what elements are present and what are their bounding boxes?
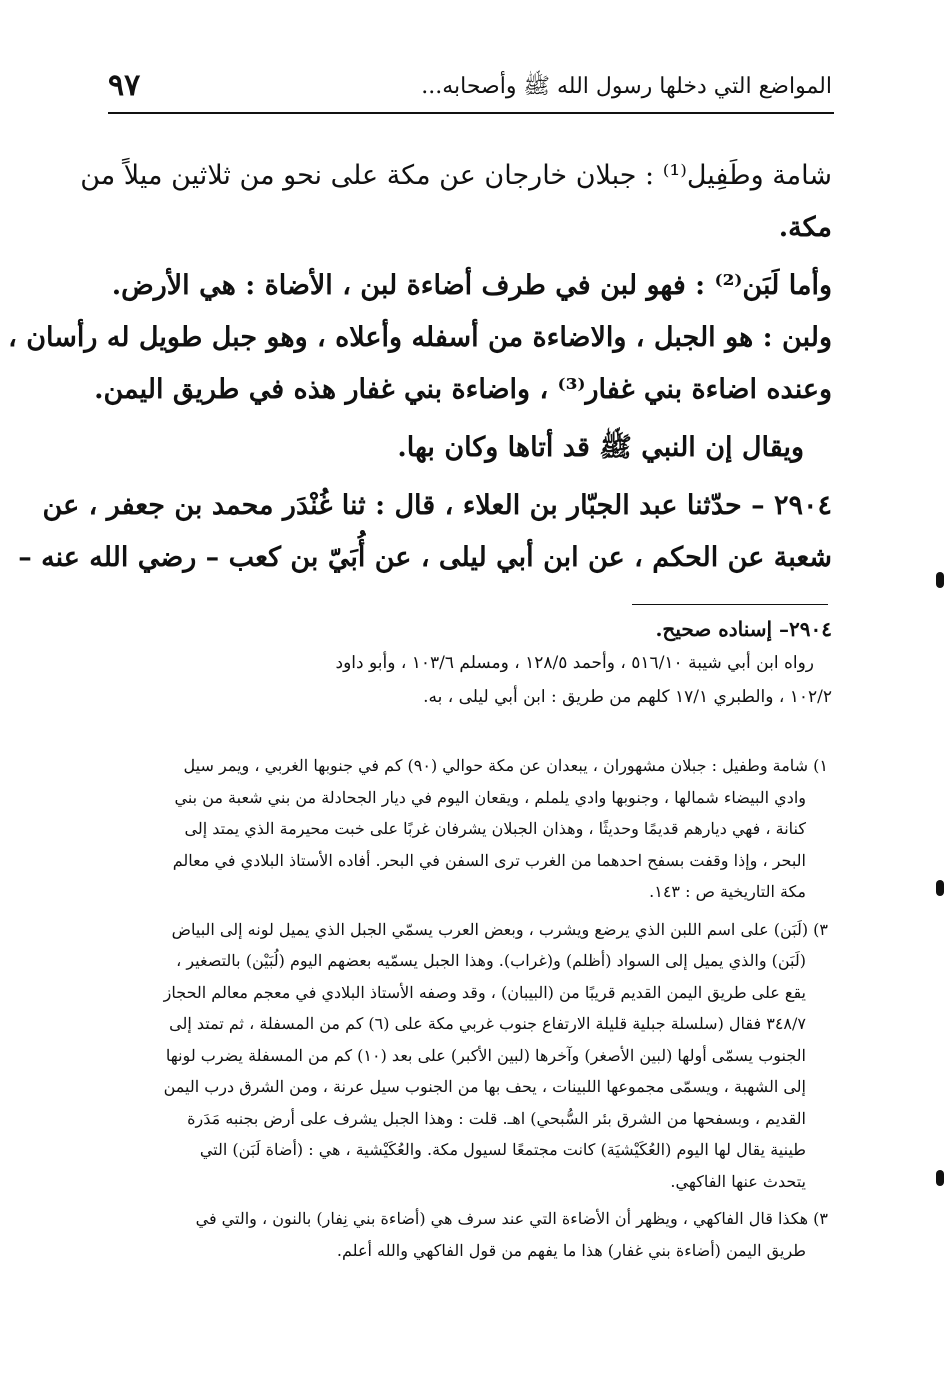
note-line: يقع على طريق اليمن القديم قريبًا من (البيبان) ، وقد وصفه الأستاذ البلادي في معجم معالم الحجاز	[163, 982, 806, 1002]
header-rule	[108, 112, 834, 114]
text-line: شعبة عن الحكم ، عن ابن أبي ليلى ، عن أُبَيّ بن كعب – رضي الله عنه –	[18, 542, 832, 573]
text-line: مكة.	[778, 212, 832, 243]
note-line: يتحدث عنها الفاكهي.	[670, 1171, 806, 1191]
text-line: ويقال إن النبي ﷺ قد أتاها وكان بها.	[397, 432, 804, 463]
note-line: مكة التاريخية ص : ١٤٣.	[649, 882, 806, 901]
footnote-rule	[632, 604, 828, 605]
note-laban	[112, 914, 828, 1198]
note-line: البحر ، وإذا وقفت بسفح احدهما من الغرب ترى السفن في البحر. أفاده الأستاذ البلادي في معالم	[172, 850, 806, 870]
endnotes	[112, 750, 828, 1272]
paragraph-laban	[8, 260, 832, 416]
scan-mark	[936, 880, 944, 896]
footnote-heading: ٢٩٠٤– إسناده صحيح.	[655, 617, 832, 641]
note-line: ٣٤٨/٧ فقال (سلسلة جبلية قليلة الارتفاع جنوب غربي مكة على (٦) كم من المسفلة ، ثم تمتد إلى	[169, 1014, 806, 1033]
main-text	[8, 150, 832, 590]
note-line: الجنوب يسمّى أولها (لبين الأصغر) وآخرها (لبين الأكبر) على بعد (١٠) كم من المسفلة يضرب لونها	[165, 1045, 806, 1065]
note-line: القديم ، وبسفحها من الشرق بئر السُّبحي) اهـ. قلت : وهذا الجبل يشرف على أرض بجنبه مَدَرة	[187, 1108, 806, 1128]
note-shama-tufail	[112, 750, 828, 908]
paragraph-prophet-visit	[112, 422, 832, 474]
text-line: وأما لَبَن⁽²⁾ : فهو لبن في طرف أضاءة لبن ، الأضاة : هي الأرض.	[111, 270, 832, 301]
hadith-footnote	[112, 612, 832, 714]
paragraph-hadith-2904	[18, 480, 832, 584]
page-number: ٩٧	[108, 68, 141, 103]
text-line: شامة وطَفِيل⁽¹⁾ : جبلان خارجان عن مكة على نحو من ثلاثين ميلاً من	[80, 160, 832, 191]
note-line: ٣) (لَبَن) على اسم اللبن الذي يرضع ويشرب ، وبعض العرب يسمّي الجبل الذي يميل لونه إلى البياض	[171, 919, 828, 939]
note-line: إلى الشهبة ، ويسمّى مجموعها اللبينات ، يحف بها من الجنوب سيل عرنة ، ومن الشرق درب اليمن	[163, 1077, 806, 1096]
text-line: ولبن : هو الجبل ، والاضاءة من أسفله وأعلاه ، وهو جبل طويل له رأسان ،	[8, 322, 832, 353]
footnote-line: ١٠٢/٢ ، والطبري ١٧/١ كلهم من طريق : ابن أبي ليلى ، به.	[423, 687, 832, 707]
note-line: (لَبَن) والذي يميل إلى السواد (أظلم) و(غراب). وهذا الجبل يسمّيه بعضهم اليوم (لُبَيْن) بالتصغير ،	[176, 951, 806, 970]
note-line: ٣) هكذا قال الفاكهي ، ويظهر أن الأضاءة التي عند سرف هي (أضاءة بني نِفار) بالنون ، والتي في	[195, 1209, 828, 1228]
note-line: طينية يقال لها اليوم (العُكَيْشيَة) كانت مجتمعًا لسيول مكة. والعُكَيْشية ، هي : (أضاة لَبَن) التي	[199, 1140, 806, 1159]
scan-mark	[936, 1170, 944, 1186]
note-line: كنانة ، فهي ديارهم قديمًا وحديثًا ، وهذان الجبلان يشرفان غربًا على خبت محيرمة الذي يمتد إلى	[184, 819, 806, 838]
note-line: طريق اليمن (أضاءة بني غفار) هذا ما يفهم من قول الفاكهي والله أعلم.	[336, 1240, 806, 1260]
note-line: ١) شامة وطفيل : جبلان مشهوران ، يبعدان عن مكة حوالي (٩٠) كم في جنوبها الغربي ، ويمر سيل	[183, 756, 828, 775]
note-banu-ghifar	[112, 1203, 828, 1266]
running-header-title: المواضع التي دخلها رسول الله ﷺ وأصحابه...	[421, 74, 832, 99]
footnote-line: رواه ابن أبي شيبة ٥١٦/١٠ ، وأحمد ١٢٨/٥ ، ومسلم ١٠٣/٦ ، وأبو داود	[335, 653, 814, 673]
scan-mark	[936, 572, 944, 588]
text-line: وعنده اضاءة بني غفار⁽³⁾ ، واضاءة بني غفار هذه في طريق اليمن.	[94, 374, 832, 405]
text-line: ٢٩٠٤ – حدّثنا عبد الجبّار بن العلاء ، قال : ثنا غُنْدَر محمد بن جعفر ، عن	[42, 490, 832, 521]
note-line: وادي البيضاء شمالها ، وجنوبها وادي يلملم ، ويقعان اليوم في ديار الجحادلة من بني شعبة من بني	[174, 787, 806, 807]
paragraph-shama-tufail	[80, 150, 832, 254]
